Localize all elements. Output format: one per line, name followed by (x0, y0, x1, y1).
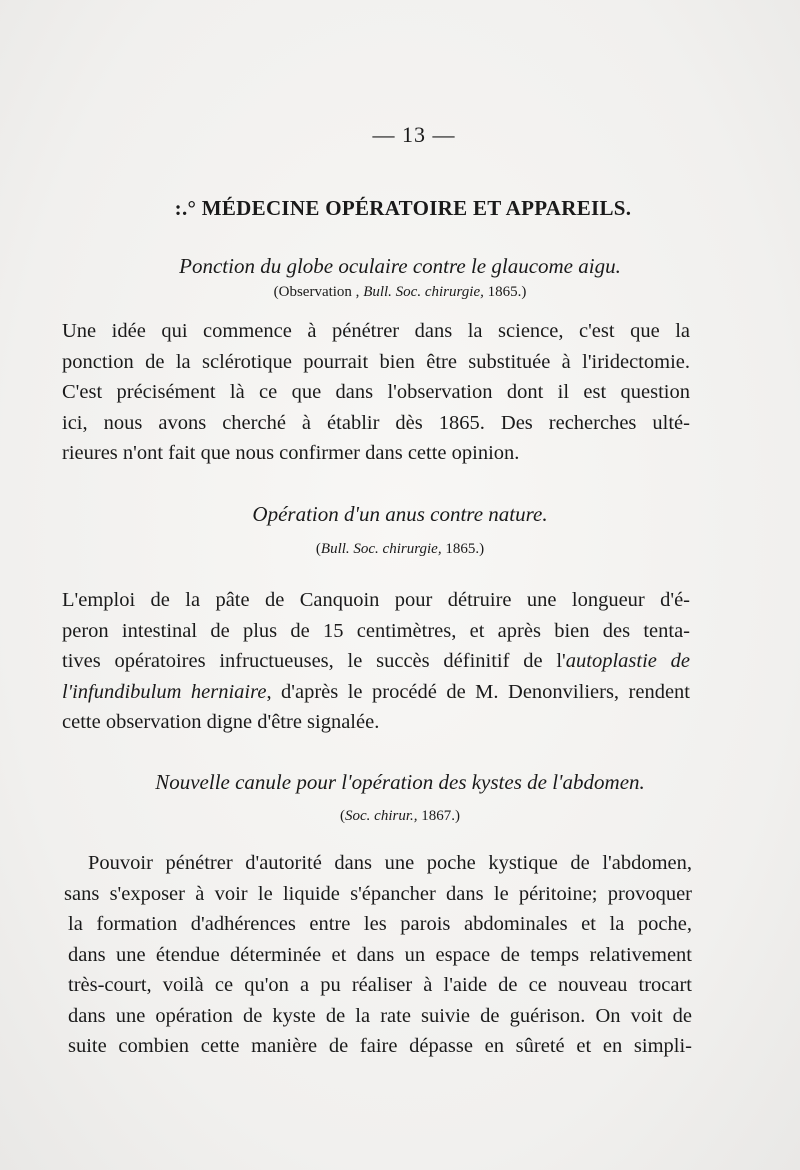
article-3-line: suite combien cette manière de faire dépasse en sûreté et en simpli- (68, 1035, 692, 1057)
article-3-line: la formation d'adhérences entre les parois abdominales et la poche, (68, 913, 692, 935)
article-1-reference (0, 284, 800, 301)
article-3-paragraph (64, 848, 692, 1062)
article-3-line: Pouvoir pénétrer d'autorité dans une poche kystique de l'abdomen, (88, 852, 692, 874)
article-3-title: Nouvelle canule pour l'opération des kystes de l'abdomen. (155, 770, 645, 794)
article-1-line: C'est précisément là ce que dans l'observation dont il est question (62, 381, 690, 403)
article-2-line: L'emploi de la pâte de Canquoin pour détruire une longueur d'é- (62, 589, 690, 611)
article-2-line: peron intestinal de plus de 15 centimètres, et après bien des tenta- (62, 619, 690, 642)
article-1-line: ponction de la sclérotique pourrait bien être substituée à l'iridectomie. (62, 350, 690, 373)
article-2-paragraph (62, 585, 690, 738)
page-number: — 13 — (372, 122, 456, 147)
section-title: :.° MÉDECINE OPÉRATOIRE ET APPAREILS. (174, 196, 632, 220)
article-3-reference (0, 808, 800, 825)
article-2-line-4-text: , d'après le procédé de M. Denonviliers, rendent (266, 680, 690, 703)
article-1-ref-suffix: 1865.) (483, 284, 527, 300)
article-3-ref-prefix: ( (340, 808, 345, 824)
article-2-ref-journal: Bull. Soc. chirurgie, (320, 541, 442, 557)
article-2-reference (0, 541, 800, 558)
article-2-line: cette observation digne d'être signalée. (62, 711, 380, 733)
article-2-ref-suffix: 1865.) (441, 541, 485, 557)
article-2-title: Opération d'un anus contre nature. (252, 502, 548, 526)
article-2-ref-prefix: ( (315, 541, 321, 557)
article-1-ref-prefix: (Observation , (273, 284, 364, 300)
article-1-title: Ponction du globe oculaire contre le glaucome aigu. (179, 254, 621, 278)
article-2-line (62, 677, 690, 708)
article-3-line: sans s'exposer à voir le liquide s'épancher dans le péritoine; provoquer (64, 882, 692, 905)
article-3-ref-suffix: 1867.) (417, 808, 460, 824)
article-3-line: très-court, voilà ce qu'on a pu réaliser à l'aide de ce nouveau trocart (68, 974, 692, 996)
article-1-line: ici, nous avons cherché à établir dès 1865. Des recherches ulté- (62, 411, 690, 434)
article-3-line: dans une étendue déterminée et dans un espace de temps relativement (68, 943, 692, 966)
article-1-line: Une idée qui commence à pénétrer dans la science, c'est que la (62, 320, 690, 342)
article-2-line-3-text: tives opératoires infructueuses, le succès définitif de l' (62, 650, 566, 672)
article-1-ref-journal: Bull. Soc. chirurgie, (363, 284, 484, 300)
article-3-line: dans une opération de kyste de la rate suivie de guérison. On voit de (68, 1004, 692, 1027)
article-2-italic-autoplastie: autoplastie de (565, 650, 690, 672)
article-3-ref-journal: Soc. chirur., (345, 808, 418, 824)
article-2-italic-infundibulum: l'infundibulum herniaire (62, 680, 267, 703)
article-2-line (62, 646, 690, 677)
article-1-line: rieures n'ont fait que nous confirmer dans cette opinion. (62, 442, 520, 464)
article-1-paragraph (62, 316, 690, 469)
